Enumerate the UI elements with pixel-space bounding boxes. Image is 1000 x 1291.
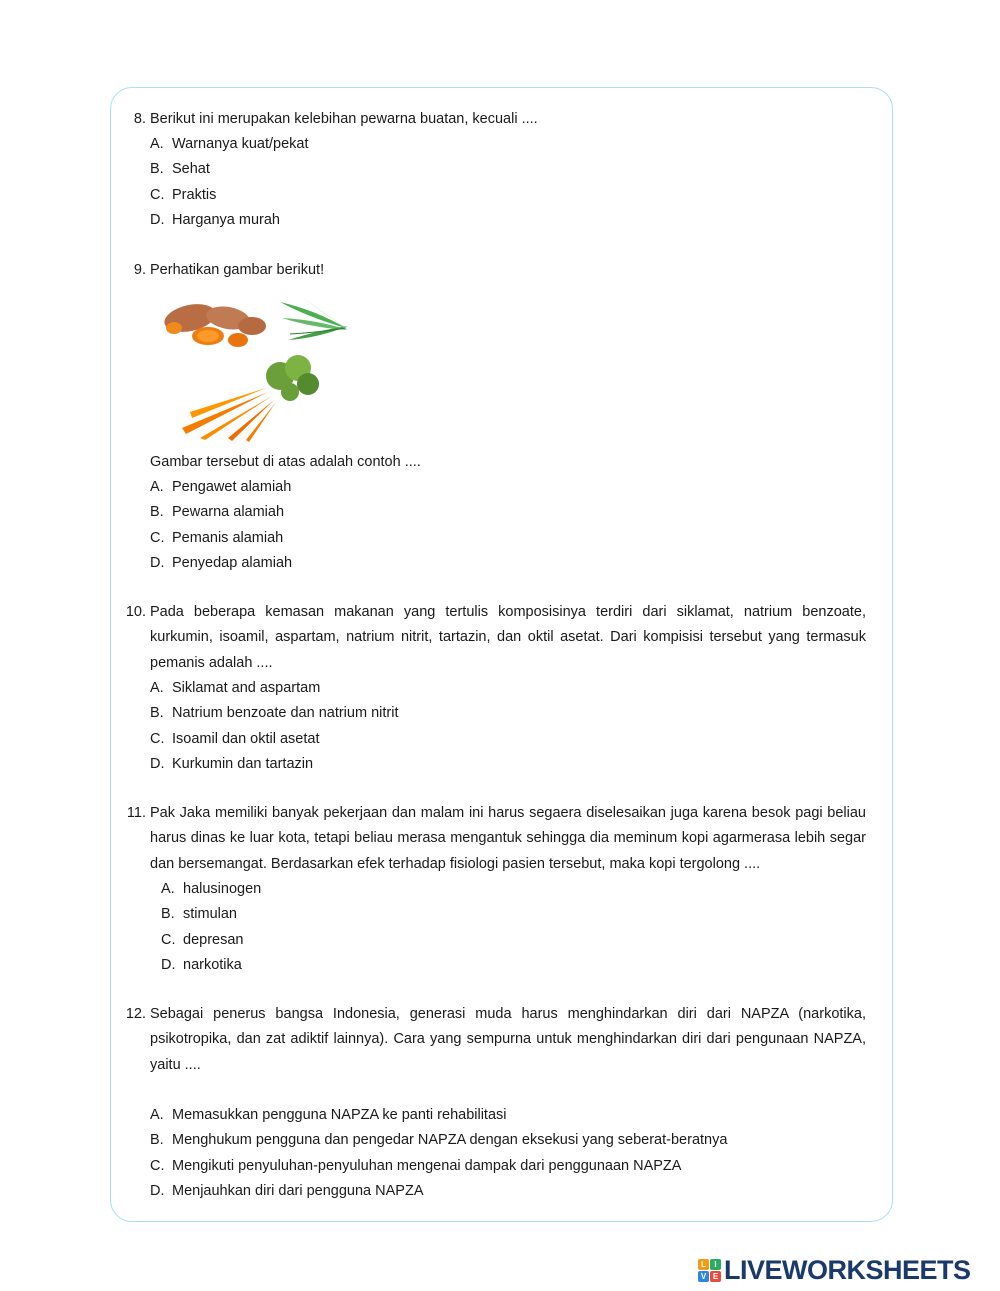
option-c[interactable]: C. Pemanis alamiah — [150, 529, 284, 546]
option-a[interactable]: A. Siklamat and aspartam — [150, 680, 321, 696]
option-b[interactable]: B. Natrium benzoate dan natrium nitrit — [150, 705, 399, 722]
question-number: 12. — [125, 1006, 146, 1022]
option-a[interactable]: A. Pengawet alamiah — [150, 479, 292, 495]
option-d[interactable]: D. Harganya murah — [150, 211, 280, 228]
option-d[interactable]: D. Menjauhkan diri dari pengguna NAPZA — [150, 1182, 424, 1199]
logo-tile: V — [698, 1271, 709, 1282]
options-list — [150, 132, 308, 233]
question-followup: Gambar tersebut di atas adalah contoh .... — [150, 454, 421, 470]
option-d[interactable]: D. Penyedap alamiah — [150, 554, 293, 571]
logo-tile: I — [710, 1259, 721, 1270]
logo-tile: L — [698, 1259, 709, 1270]
option-a[interactable]: A. halusinogen — [161, 881, 262, 897]
option-b[interactable]: B. stimulan — [161, 906, 237, 923]
natural-ingredients-illustration — [150, 288, 350, 443]
option-b[interactable]: B. Menghukum pengguna dan pengedar NAPZA dengan eksekusi yang seberat-beratnya — [150, 1132, 728, 1149]
options-list — [150, 475, 292, 576]
question-number: 10. — [125, 604, 146, 620]
option-c[interactable]: C. Praktis — [150, 186, 217, 203]
option-c[interactable]: C. Mengikuti penyuluhan-penyuluhan mengenai dampak dari penggunaan NAPZA — [150, 1157, 682, 1174]
logo-tile: E — [710, 1271, 721, 1282]
question-stem: Perhatikan gambar berikut! — [150, 262, 325, 278]
option-b[interactable]: B. Pewarna alamiah — [150, 504, 285, 521]
option-d[interactable]: D. Kurkumin dan tartazin — [150, 755, 314, 772]
question-number: 8. — [133, 111, 146, 127]
options-list — [150, 1103, 727, 1204]
option-b[interactable]: B. Sehat — [150, 161, 210, 178]
options-list — [161, 877, 261, 978]
question-stem: Sebagai penerus bangsa Indonesia, generasi muda harus menghindarkan diri dari NAPZA (narkotika, psikotropika, dan zat adiktif lainnya). Cara yang sempurna untuk menghindarkan diri dari pengunaan NAPZA, yaitu .... — [150, 1006, 866, 1073]
option-c[interactable]: C. Isoamil dan oktil asetat — [150, 730, 320, 747]
logo-icon — [698, 1259, 721, 1282]
logo-text: LIVEWORKSHEETS — [724, 1254, 971, 1285]
question-stem: Berikut ini merupakan kelebihan pewarna buatan, kecuali .... — [150, 111, 538, 127]
pandan-leaves-image — [280, 296, 348, 340]
turmeric-image — [162, 300, 266, 347]
option-a[interactable]: A. Warnanya kuat/pekat — [150, 136, 309, 152]
question-stem: Pada beberapa kemasan makanan yang tertulis komposisinya terdiri dari siklamat, natrium benzoate, kurkumin, isoamil, aspartam, natrium nitrit, tartazin, dan oktil asetat. Dari kompisisi tersebut yang termasuk pemanis adalah .... — [150, 604, 866, 671]
option-d[interactable]: D. narkotika — [161, 956, 242, 973]
option-c[interactable]: C. depresan — [161, 931, 244, 948]
options-list — [150, 676, 398, 777]
question-number: 9. — [133, 262, 146, 278]
question-number: 11. — [126, 805, 146, 821]
liveworksheets-logo[interactable] — [698, 1255, 994, 1285]
carrot-image — [182, 355, 319, 442]
option-a[interactable]: A. Memasukkan pengguna NAPZA ke panti rehabilitasi — [150, 1107, 507, 1123]
question-stem: Pak Jaka memiliki banyak pekerjaan dan malam ini harus segaera diselesaikan juga karena besok pagi beliau harus dinas ke luar kota, tetapi beliau merasa mengantuk sehingga dia meminum kopi agarmerasa lebih segar dan bersemangat. Berdasarkan efek terhadap fisiologi pasien tersebut, maka kopi tergolong .... — [150, 805, 866, 872]
